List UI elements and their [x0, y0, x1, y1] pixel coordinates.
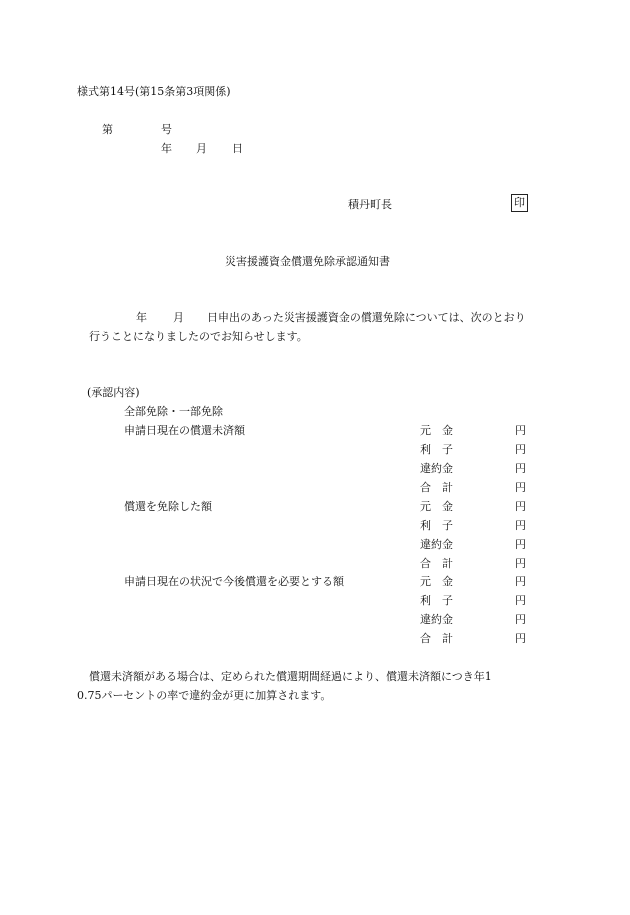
yen-unit: 円: [515, 424, 526, 437]
yen-unit: 円: [515, 519, 526, 532]
yen-unit: 円: [515, 557, 526, 570]
form-number: 様式第14号(第15条第3項関係): [77, 85, 231, 98]
note-line-1: 償還未済額がある場合は、定められた償還期間経過により、償還未済額につき年1: [89, 670, 492, 683]
body-year: 年: [136, 311, 147, 324]
item-total: 合 計: [420, 481, 453, 494]
item-total: 合 計: [420, 557, 453, 570]
document-title: 災害援護資金償還免除承認通知書: [225, 255, 390, 268]
yen-unit: 円: [515, 594, 526, 607]
item-penalty: 違約金: [420, 462, 453, 475]
approval-options: 全部免除・一部免除: [124, 405, 223, 418]
doc-number-dai: 第: [102, 123, 113, 136]
body-month: 月: [173, 311, 184, 324]
doc-number-go: 号: [161, 123, 172, 136]
item-interest: 利 子: [420, 594, 453, 607]
item-interest: 利 子: [420, 519, 453, 532]
yen-unit: 円: [515, 481, 526, 494]
item-total: 合 計: [420, 632, 453, 645]
body-line-2: 行うことになりましたのでお知らせします。: [89, 330, 308, 343]
section-label-remaining: 申請日現在の状況で今後償還を必要とする額: [124, 575, 344, 588]
yen-unit: 円: [515, 443, 526, 456]
item-penalty: 違約金: [420, 538, 453, 551]
item-principal: 元 金: [420, 575, 453, 588]
date-month: 月: [196, 142, 207, 155]
date-day: 日: [232, 142, 243, 155]
yen-unit: 円: [515, 462, 526, 475]
yen-unit: 円: [515, 613, 526, 626]
body-line-1: 日申出のあった災害援護資金の償還免除については、次のとおり: [207, 311, 526, 324]
approval-heading: (承認内容): [87, 386, 140, 399]
yen-unit: 円: [515, 575, 526, 588]
section-label-unpaid: 申請日現在の償還未済額: [124, 424, 245, 437]
section-label-exempted: 償還を免除した額: [124, 500, 212, 513]
item-interest: 利 子: [420, 443, 453, 456]
yen-unit: 円: [515, 500, 526, 513]
item-principal: 元 金: [420, 424, 453, 437]
yen-unit: 円: [515, 538, 526, 551]
seal-mark: 印: [511, 194, 528, 212]
date-year: 年: [161, 142, 172, 155]
issuer-name: 積丹町長: [348, 198, 392, 211]
item-principal: 元 金: [420, 500, 453, 513]
item-penalty: 違約金: [420, 613, 453, 626]
yen-unit: 円: [515, 632, 526, 645]
note-line-2: 0.75パーセントの率で違約金が更に加算されます。: [77, 689, 332, 702]
